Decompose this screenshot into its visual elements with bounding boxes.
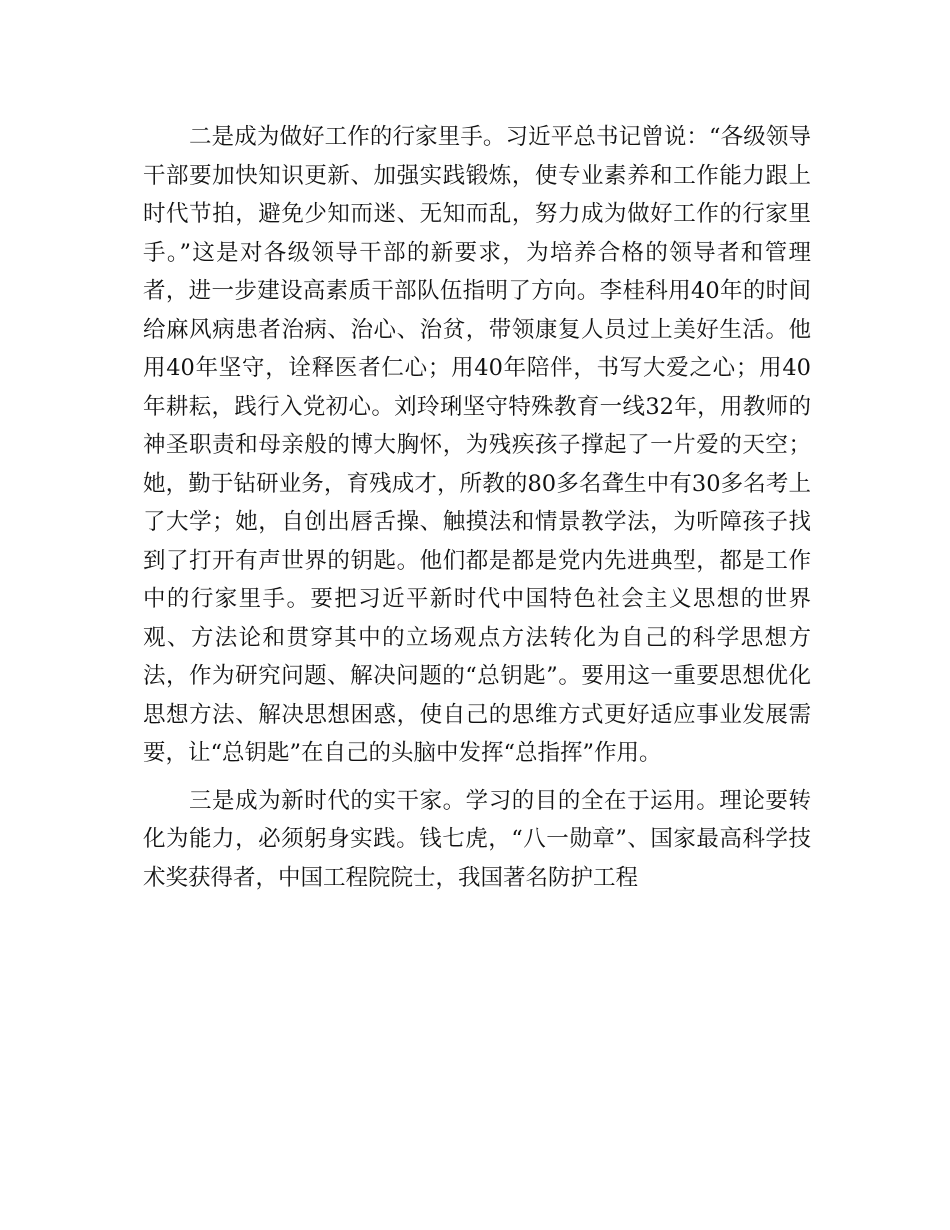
document-body xyxy=(143,118,811,897)
paragraph-3-doer: 三是成为新时代的实干家。学习的目的全在于运用。理论要转化为能力，必须躬身实践。钱七虎，“八一勋章”、国家最高科学技术奖获得者，中国工程院院士，我国著名防护工程 xyxy=(143,787,811,891)
paragraph-2-expert: 二是成为做好工作的行家里手。习近平总书记曾说：“各级领导干部要加快知识更新、加强实践锻炼，使专业素养和工作能力跟上时代节拍，避免少知而迷、无知而乱，努力成为做好工作的行家里手。”这是对各级领导干部的新要求，为培养合格的领导者和管理者，进一步建设高素质干部队伍指明了方向。李桂科用40年的时间给麻风病患者治病、治心、治贫，带领康复人员过上美好生活。他用40年坚守，诠释医者仁心；用40年陪伴，书写大爱之心；用40年耕耘，践行入党初心。刘玲琍坚守特殊教育一线32年，用教师的神圣职责和母亲般的博大胸怀，为残疾孩子撑起了一片爱的天空；她，勤于钻研业务，育残成才，所教的80多名聋生中有30多名考上了大学；她，自创出唇舌操、触摸法和情景教学法，为听障孩子找到了打开有声世界的钥匙。他们都是都是党内先进典型，都是工作中的行家里手。要把习近平新时代中国特色社会主义思想的世界观、方法论和贯穿其中的立场观点方法转化为自己的科学思想方法，作为研究问题、解决问题的“总钥匙”。要用这一重要思想优化思想方法、解决思想困惑，使自己的思维方式更好适应事业发展需要，让“总钥匙”在自己的头脑中发挥“总指挥”作用。 xyxy=(143,124,811,766)
